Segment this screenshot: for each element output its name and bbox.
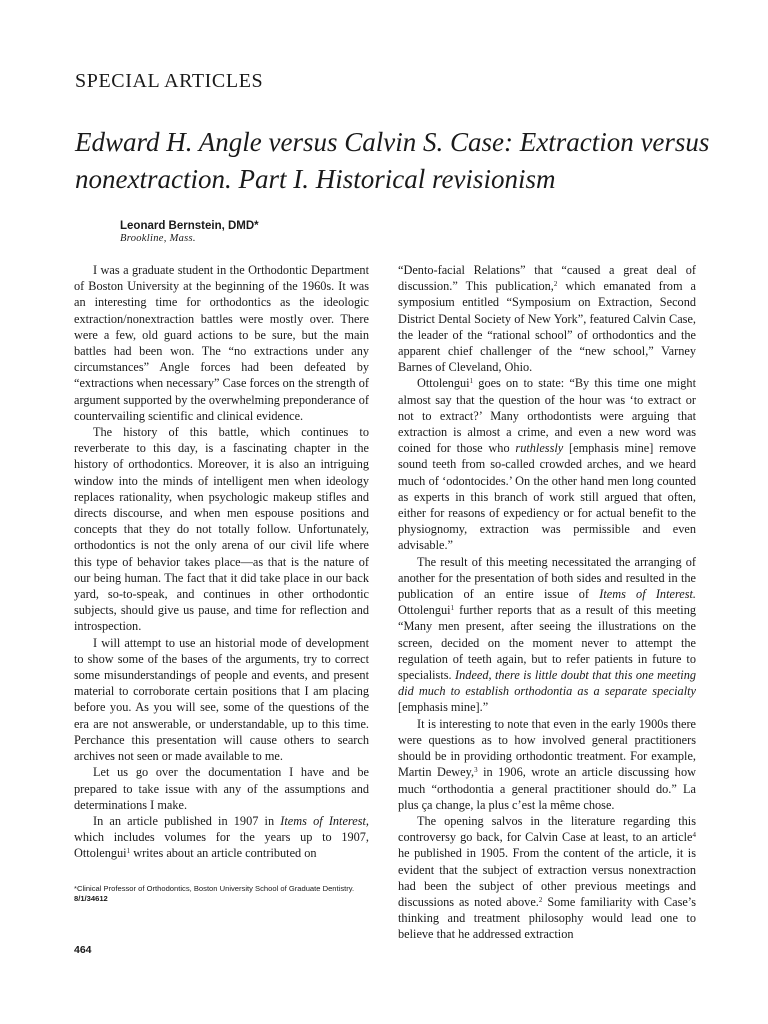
text-run: further reports that as a result of this meeting “Many men present, after seeing the illustrations on the screen, decided on the moment never to attempt the regulation of teeth again, but to refer patients in future to specialists. [398, 603, 697, 683]
text-run: In an article published in 1907 in [93, 813, 275, 828]
footnote-affiliation: *Clinical Professor of Orthodontics, Boston University School of Graduate Dentistry. [74, 884, 355, 893]
right-column [398, 262, 696, 943]
text-run: which includes volumes for the years up to 1907, Ottolengui [74, 830, 369, 861]
citation-ref: 3 [474, 766, 478, 775]
citation-ref: 1 [450, 604, 455, 613]
paragraph [74, 813, 369, 862]
text-run: [emphasis mine] remove sound teeth from so-called crowded arches, and we heard much of ‘odontocides.’ On the other hand men long counted as experts in this branch of work still argued that often, either for reasons of expediency or for actual benefit to the physiognomy, extraction was permissible and even advisable.” [398, 441, 697, 553]
text-run: [emphasis mine].” [398, 700, 489, 715]
section-heading: SPECIAL ARTICLES [75, 70, 264, 92]
journal-name: Items of Interest. [599, 587, 697, 602]
citation-ref: 2 [538, 895, 543, 904]
text-run: “Dento-facial Relations” that “caused a great deal of discussion.” This publication, [398, 263, 696, 294]
text-run: The opening salvos in the literature regarding this controversy go back, for Calvin Case at least, to an article [398, 813, 696, 845]
footnote [74, 884, 369, 904]
text-run: Ottolengui [417, 376, 470, 391]
text-run: which emanated from a symposium entitled “Symposium on Extraction, Second District Dental Society of New York”, featured Calvin Case, the leader of the “rational school” of orthodontics and the apparent chief challenger of the “new school,” Varney Barnes of Cleveland, Ohio. [398, 279, 697, 375]
paragraph [398, 375, 696, 553]
text-run: writes about an article contributed on [133, 846, 317, 861]
text-run: he published in 1905. From the content of the article, it is evident that the subject of extraction versus nonextraction had been the subject of other previous meetings and discussions as noted above. [398, 846, 696, 909]
paragraph: Let us go over the documentation I have and be prepared to take issue with any of the assumptions and determinations I make. [74, 765, 369, 812]
citation-ref: 4 [692, 831, 696, 840]
text-run: Some familiarity with Case’s thinking and treatment philosophy would lead one to believe that he addressed extraction [398, 894, 697, 942]
journal-name: Items of Interest, [280, 813, 369, 828]
paragraph [398, 813, 696, 943]
paragraph [398, 716, 696, 813]
text-run: in 1906, wrote an article discussing how much “orthodontia a general practitioner should do.” La plus ça change, la plus c’est la même chose. [398, 765, 696, 812]
citation-ref: 1 [126, 847, 131, 856]
paragraph [398, 554, 696, 716]
citation-ref: 2 [553, 280, 558, 289]
author-name: Leonard Bernstein, DMD* [120, 220, 259, 232]
citation-ref: 1 [469, 377, 474, 386]
text-run: goes on to state: “By this time one might almost say that the question of the hour was ‘to extract or not to extract?’ Many orthodontists were arguing that extraction is almost a crime, and even a new word was coined for those who [398, 376, 696, 456]
emphasis: ruthlessly [515, 441, 564, 456]
text-run: Ottolengui [398, 603, 451, 618]
paragraph: I was a graduate student in the Orthodontic Department of Boston University at the beginning of the 1960s. It was an interesting time for orthodontics as the ideologic extraction/nonextraction battles were mostly over. There were a few, old guard actions to be sure, but the main battles had been won. The “no extractions under any circumstances” Angle forces had been defeated by “extractions when necessary” Case forces on the strength of argument supported by the overwhelming preponderance of countervailing scientific and clinical evidence. [74, 263, 370, 423]
text-run: It is interesting to note that even in the early 1900s there were questions as to how involved general practitioners should be in providing orthodontic treatment. For example, Martin Dewey, [398, 716, 696, 780]
paragraph: The history of this battle, which continues to reverberate to this day, is a fascinating chapter in the history of orthodontics. Moreover, it is also an intriguing window into the minds of intelligent men when ideology replaces rationality, when psychologic makeup stifles and directs discourse, and when men espouse positions and concepts that they do not totally follow. Unfortunately, orthodontics is not the only arena of our civil life where this type of behavior takes place—as that is the nature of our being human. The fact that it did take place in our back yard, so-to-speak, and continues in other orthodontic subjects, should give us pause, and time for reflection and introspection. [74, 425, 369, 634]
paragraph: I will attempt to use an historial mode of development to show some of the bases of the arguments, try to correct some misunderstandings of people and events, and present material to corroborate certain positions that I am placing before you. As you will see, some of the questions of the era are not answerable, or understandable, up to this time. Perchance this presentation will cause others to search archives not seen or made available to me. [74, 635, 369, 764]
paragraph [398, 262, 696, 375]
left-column [74, 262, 369, 862]
emphasis: Indeed, there is little doubt that this one meeting did much to establish orthodontia as a separate specialty [398, 668, 697, 699]
manuscript-id: 8/1/34612 [74, 894, 108, 903]
text-run: The result of this meeting necessitated the arranging of another for the presentation of both sides and resulted in the publication of an entire issue of [398, 554, 696, 602]
page-number: 464 [74, 944, 92, 956]
author-affiliation: Brookline, Mass. [120, 233, 196, 244]
article-title: Edward H. Angle versus Calvin S. Case: Extraction versus nonextraction. Part I. Historical revisionism [75, 127, 710, 194]
